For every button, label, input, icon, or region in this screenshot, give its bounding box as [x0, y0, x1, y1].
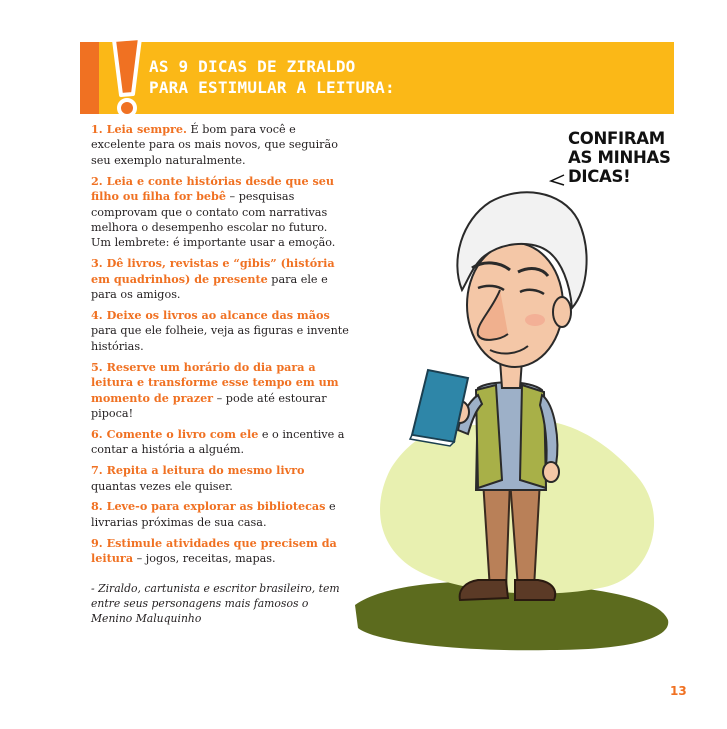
tip-body: – pesquisas comprovam que o contato com narrativas melhora o desempenho escolar no futuro. Um lembrete: é importante usar a emoção.	[91, 190, 336, 250]
tip-item	[91, 463, 349, 494]
tip-body: É bom para você e excelente para os mais novos, que seguirão seu exemplo naturalmente.	[91, 123, 338, 167]
tips-list	[91, 122, 349, 572]
left-shoe	[460, 580, 508, 600]
title-line-1: AS 9 DICAS DE ZIRALDO	[149, 57, 356, 76]
title-line-2: PARA ESTIMULAR A LEITURA:	[149, 78, 395, 97]
tip-body: e livrarias próximas de sua casa.	[91, 500, 336, 529]
exclamation-mark-icon	[109, 36, 145, 120]
tip-item	[91, 499, 349, 530]
tip-heading: 9. Estimule atividades que precisem da leitura	[91, 535, 337, 566]
tip-item	[91, 360, 349, 422]
speech-text	[568, 129, 698, 186]
tip-heading: 8. Leve-o para explorar as bibliotecas	[91, 499, 326, 514]
tip-body: e o incentive a contar a história a alguém.	[91, 427, 345, 457]
tip-heading: 2. Leia e conte histórias desde que seu filho ou filha for bebê	[91, 173, 335, 204]
right-shoe	[515, 580, 555, 600]
page-number: 13	[670, 684, 687, 698]
tip-heading: 5. Reserve um horário do dia para a leitura e transforme esse tempo em um momento de prazer	[91, 359, 339, 405]
header-accent-stripe	[80, 42, 99, 114]
tip-item	[91, 536, 349, 567]
tip-item	[91, 308, 349, 354]
ear	[553, 297, 571, 327]
author-credit: - Ziraldo, cartunista e escritor brasileiro, tem entre seus personagens mais famosos o Menino Maluquinho	[91, 582, 340, 625]
speech-line-2: AS MINHAS	[568, 148, 671, 167]
right-hand	[543, 462, 559, 482]
tip-body: para que ele folheie, veja as figuras e invente histórias.	[91, 324, 349, 353]
tip-body: quantas vezes ele quiser.	[91, 479, 233, 493]
tip-item	[91, 427, 349, 458]
tip-heading: 4. Deixe os livros ao alcance das mãos	[91, 307, 330, 322]
tip-heading: 1. Leia sempre.	[91, 122, 187, 136]
tip-body: para ele e para os amigos.	[91, 272, 328, 302]
head	[467, 243, 563, 367]
tip-heading: 3. Dê livros, revistas e “gibis” (história em quadrinhos) de presente	[91, 256, 335, 286]
tip-body: – pode até estourar pipoca!	[91, 391, 327, 420]
speech-line-1: CONFIRAM	[568, 129, 665, 148]
tip-item	[91, 122, 349, 168]
tip-heading: 7. Repita a leitura do mesmo livro	[91, 463, 305, 478]
page-title	[149, 56, 669, 98]
tip-item	[91, 174, 349, 251]
ziraldo-illustration	[350, 180, 680, 660]
tip-item	[91, 256, 349, 302]
tip-heading: 6. Comente o livro com ele	[91, 426, 259, 441]
tip-body: – jogos, receitas, mapas.	[133, 552, 276, 566]
speech-line-3: DICAS!	[568, 167, 631, 186]
